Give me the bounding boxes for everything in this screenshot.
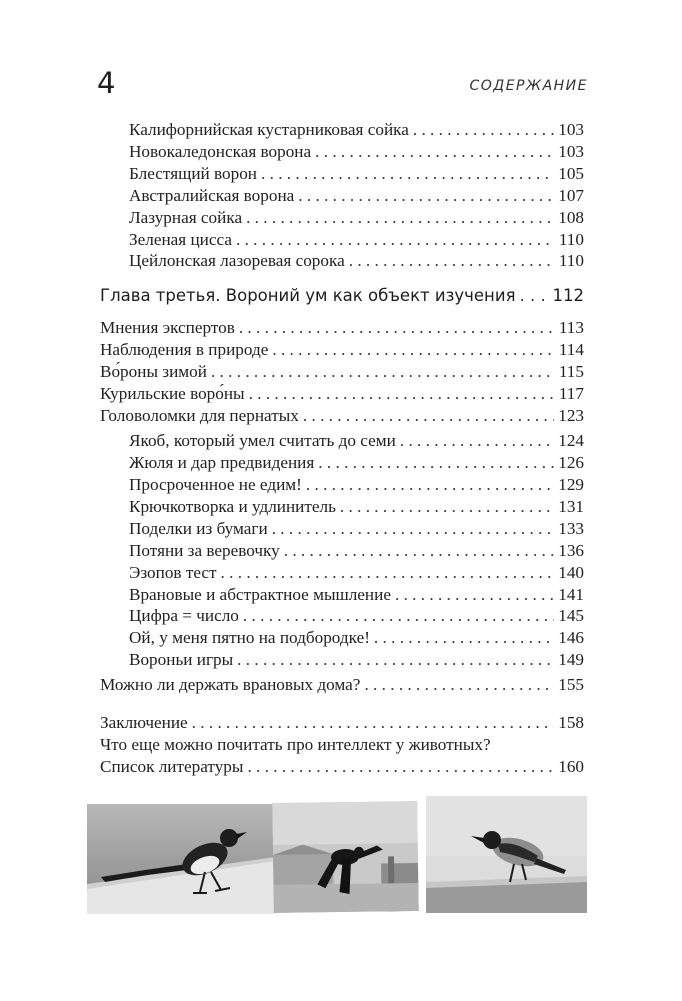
toc-entry-page: 126 xyxy=(558,453,584,472)
toc-entry-page: 155 xyxy=(558,675,584,694)
toc-entry-page: 136 xyxy=(558,541,584,560)
toc-entry-title: Что еще можно почитать про интеллект у животных? xyxy=(100,735,491,754)
dot-leader xyxy=(413,120,554,140)
magpie-image xyxy=(87,804,275,914)
dot-leader xyxy=(261,164,554,184)
toc-entry-page: 123 xyxy=(558,406,584,425)
toc-entry-title: Эзопов тест xyxy=(129,563,217,582)
hooded-crow-photo xyxy=(426,796,587,913)
toc-entry-title: Заключение xyxy=(100,713,188,732)
flying-crow-image xyxy=(272,801,419,913)
toc-entry xyxy=(129,628,584,648)
toc-entry-title: Зеленая цисса xyxy=(129,230,232,249)
toc-entry-title: Наблюдения в природе xyxy=(100,340,269,359)
toc-entry-title: Можно ли держать врановых дома? xyxy=(100,675,361,694)
toc-entry-page: 107 xyxy=(558,186,584,205)
toc-entry-title: Крючкотворка и удлинитель xyxy=(129,497,336,516)
toc-entry xyxy=(100,675,584,695)
toc-entry xyxy=(100,406,584,426)
toc-entry-title: Цифра = число xyxy=(129,606,239,625)
dot-leader xyxy=(239,318,555,338)
dot-leader xyxy=(298,186,554,206)
toc-entry-title: Цейлонская лазоревая сорока xyxy=(129,251,345,270)
toc-entry-title: Курильские воро́ны xyxy=(100,384,245,403)
toc-entry-page: 110 xyxy=(558,251,584,270)
toc-entry-page: 133 xyxy=(558,519,584,538)
dot-leader xyxy=(243,606,554,626)
toc-entry-page: 103 xyxy=(558,120,584,139)
toc-entry-page: 110 xyxy=(558,230,584,249)
toc-entry xyxy=(129,475,584,495)
toc-entry xyxy=(129,431,584,451)
toc-entry-title: Жюля и дар предвидения xyxy=(129,453,315,472)
dot-leader xyxy=(306,475,554,495)
toc-chapter-heading xyxy=(100,286,584,305)
toc-entry-page: 103 xyxy=(558,142,584,161)
toc-entry-title: Якоб, который умел считать до семи xyxy=(129,431,396,450)
toc-entry-title: Ой, у меня пятно на подбородке! xyxy=(129,628,370,647)
magpie-photo xyxy=(87,804,275,914)
toc-entry-page: 112 xyxy=(552,286,584,305)
dot-leader xyxy=(374,628,554,648)
toc-entry xyxy=(129,208,584,228)
toc-entry-page: 105 xyxy=(558,164,584,183)
dot-leader xyxy=(237,650,554,670)
toc-entry-page: 141 xyxy=(558,585,584,604)
toc-entry xyxy=(129,563,584,583)
dot-leader xyxy=(249,384,555,404)
toc-entry-title: Лазурная сойка xyxy=(129,208,243,227)
toc-entry-title: Вороньи игры xyxy=(129,650,234,669)
toc-entry xyxy=(129,541,584,561)
toc-entry-page: 131 xyxy=(558,497,584,516)
toc-entry-title: Головоломки для пернатых xyxy=(100,406,299,425)
page-number: 4 xyxy=(97,66,116,100)
dot-leader xyxy=(246,208,554,228)
dot-leader xyxy=(520,286,549,305)
toc-entry-title: Врановые и абстрактное мышление xyxy=(129,585,391,604)
dot-leader xyxy=(284,541,554,561)
toc-entry xyxy=(100,318,584,338)
toc-entry xyxy=(129,453,584,473)
toc-entry xyxy=(129,142,584,162)
toc-entry xyxy=(100,362,584,382)
dot-leader xyxy=(272,340,555,360)
dot-leader xyxy=(272,519,555,539)
toc-entry-page: 160 xyxy=(558,757,584,776)
toc-entry-page: 140 xyxy=(558,563,584,582)
dot-leader xyxy=(192,713,555,733)
toc-entry-title: Мнения экспертов xyxy=(100,318,235,337)
toc-entry-no-page xyxy=(100,735,584,755)
toc-entry-page: 124 xyxy=(558,431,584,450)
toc-entry-page: 108 xyxy=(558,208,584,227)
toc-entry-page: 117 xyxy=(558,384,584,403)
toc-entry-title: Австралийская ворона xyxy=(129,186,295,205)
toc-entry-title: Просроченное не едим! xyxy=(129,475,302,494)
hooded-crow-image xyxy=(426,796,587,913)
toc-entry-title: Во́роны зимой xyxy=(100,362,207,381)
toc-entry-title: Глава третья. Вороний ум как объект изучения xyxy=(100,286,516,305)
dot-leader xyxy=(349,251,555,271)
toc-entry-title: Поделки из бумаги xyxy=(129,519,268,538)
toc-entry-page: 158 xyxy=(558,713,584,732)
running-head: СОДЕРЖАНИЕ xyxy=(469,78,588,94)
toc-entry-page: 115 xyxy=(558,362,584,381)
toc-entry xyxy=(129,164,584,184)
dot-leader xyxy=(247,757,554,777)
toc-entry-page: 146 xyxy=(558,628,584,647)
toc-entry xyxy=(129,497,584,517)
dot-leader xyxy=(303,406,554,426)
toc-entry xyxy=(129,120,584,140)
dot-leader xyxy=(236,230,555,250)
dot-leader xyxy=(340,497,554,517)
toc-entry xyxy=(129,230,584,250)
toc-entry-page: 114 xyxy=(558,340,584,359)
toc-entry-page: 145 xyxy=(558,606,584,625)
toc-entry-title: Потяни за веревочку xyxy=(129,541,280,560)
toc-entry xyxy=(100,713,584,733)
toc-entry-title: Список литературы xyxy=(100,757,244,776)
toc-entry xyxy=(100,340,584,360)
dot-leader xyxy=(315,142,554,162)
toc-entry-title: Блестящий ворон xyxy=(129,164,257,183)
dot-leader xyxy=(211,362,555,382)
toc-entry-page: 149 xyxy=(558,650,584,669)
toc-entry-page: 113 xyxy=(558,318,584,337)
toc-entry xyxy=(129,650,584,670)
toc-entry xyxy=(129,251,584,271)
toc-entry xyxy=(129,606,584,626)
toc-entry-title: Калифорнийская кустарниковая сойка xyxy=(129,120,409,139)
toc-entry xyxy=(100,384,584,404)
toc-entry xyxy=(129,186,584,206)
dot-leader xyxy=(318,453,554,473)
toc-entry-title: Новокаледонская ворона xyxy=(129,142,312,161)
dot-leader xyxy=(221,563,555,583)
toc-entry xyxy=(100,757,584,777)
toc-entry-page: 129 xyxy=(558,475,584,494)
dot-leader xyxy=(364,675,554,695)
dot-leader xyxy=(400,431,554,451)
toc-entry xyxy=(129,519,584,539)
flying-crow-photo xyxy=(272,801,419,913)
toc-entry xyxy=(129,585,584,605)
dot-leader xyxy=(395,585,554,605)
